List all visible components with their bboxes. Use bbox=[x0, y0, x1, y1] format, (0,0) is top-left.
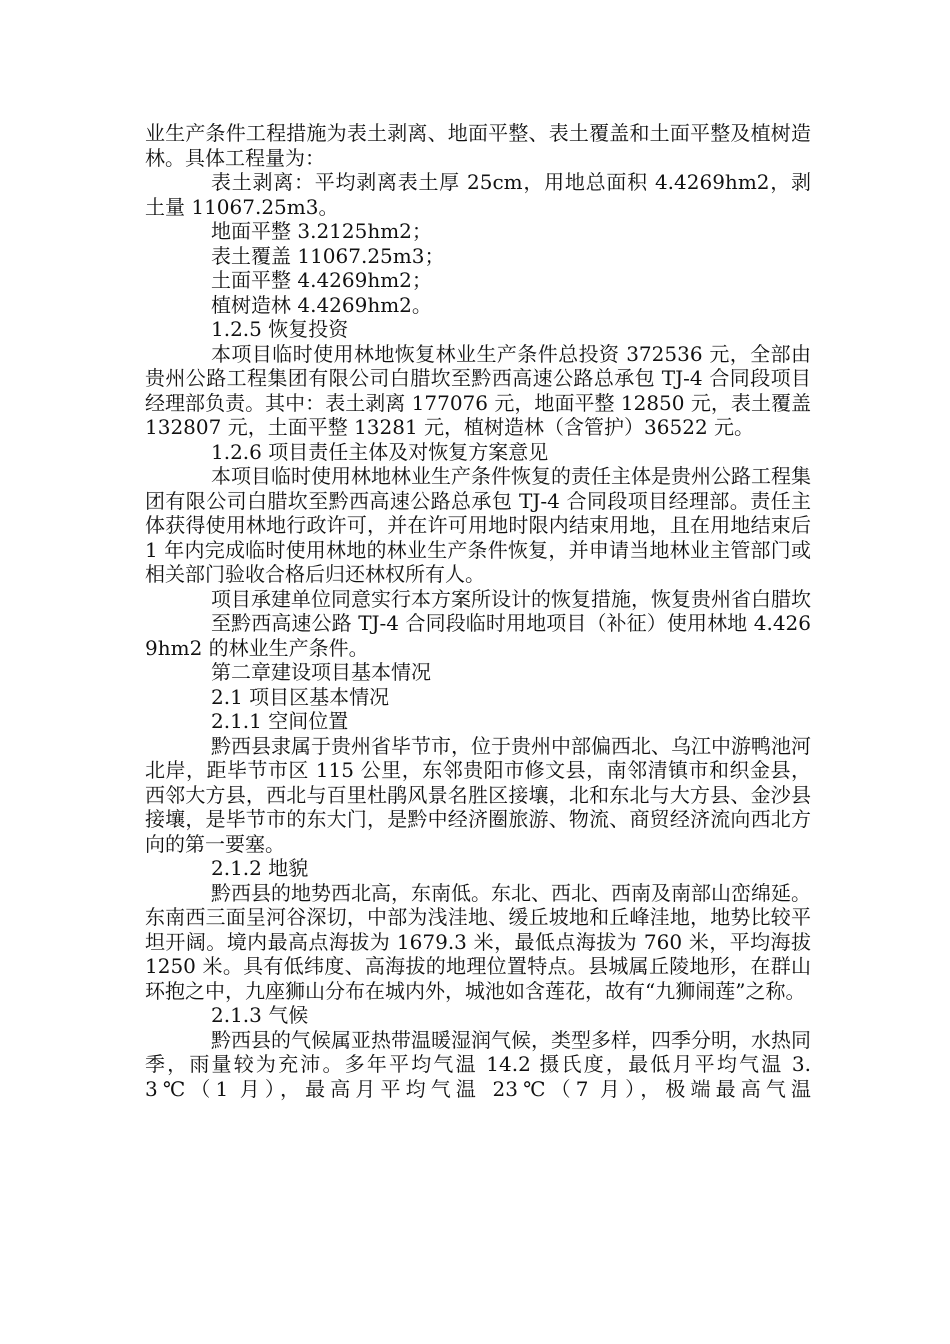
paragraph-soil-leveling: 土面平整 4.4269hm2； bbox=[211, 268, 432, 292]
paragraph-landform: 黔西县的地势西北高，东南低。东北、西北、西南及南部山峦绵延。东南西三面呈河谷深切，中部为浅洼地、缓丘坡地和丘峰洼地，地势比较平坦开阔。境内最高点海拔为 1679.3 米，最低点海拔为 760 米，平均海拔 1250 米。具有低纬度、高海拔的地理位置特点。县城属丘陵地形，在群山环抱之中，九座狮山分布在城内外，城池如含莲花，故有“九狮闹莲”之称。 bbox=[145, 880, 811, 1003]
paragraph-topsoil-stripping: 表土剥离：平均剥离表土厚 25cm，用地总面积 4.4269hm2，剥土量 11067.25m3。 bbox=[145, 170, 811, 219]
paragraph-climate: 黔西县的气候属亚热带温暖湿润气候，类型多样，四季分明，水热同季，雨量较为充沛。多年平均气温 14.2 摄氏度，最低月平均气温 3.3℃（1 月），最高月平均气温 23℃（7 月），极端最高气温 bbox=[145, 1027, 811, 1101]
paragraph-investment: 本项目临时使用林地恢复林业生产条件总投资 372536 元，全部由贵州公路工程集团有限公司白腊坎至黔西高速公路总承包 TJ-4 合同段项目经理部负责。其中：表土剥离 177076 元，地面平整 12850 元，表土覆盖 132807 元，土面平整 13281 元，植树造林（含管护）36522 元。 bbox=[145, 341, 811, 439]
paragraph-agreement-part1: 项目承建单位同意实行本方案所设计的恢复措施，恢复贵州省白腊坎 bbox=[211, 586, 811, 611]
paragraph-topsoil-covering: 表土覆盖 11067.25m3； bbox=[211, 243, 445, 268]
section-heading-2-1: 2.1 项目区基本情况 bbox=[211, 684, 390, 709]
paragraph-ground-leveling: 地面平整 3.2125hm2； bbox=[211, 219, 432, 243]
paragraph-responsibility: 本项目临时使用林地林业生产条件恢复的责任主体是贵州公路工程集团有限公司白腊坎至黔西高速公路总承包 TJ-4 合同段项目经理部。责任主体获得使用林地行政许可，并在许可用地时限内结束用地，且在用地结束后 1 年内完成临时使用林地的林业生产条件恢复，并申请当地林业主管部门或相关部门验收合格后归还林权所有人。 bbox=[145, 464, 811, 586]
section-heading-2-1-2: 2.1.2 地貌 bbox=[211, 856, 309, 880]
section-heading-2-1-1: 2.1.1 空间位置 bbox=[211, 709, 349, 733]
paragraph-afforestation: 植树造林 4.4269hm2。 bbox=[211, 292, 432, 317]
paragraph-agreement-part2: 至黔西高速公路 TJ-4 合同段临时用地项目（补征）使用林地 4.4269hm2 的林业生产条件。 bbox=[145, 611, 811, 660]
section-heading-2-1-3: 2.1.3 气候 bbox=[211, 1003, 309, 1027]
document-page bbox=[145, 121, 811, 1101]
paragraph-engineering-measures: 业生产条件工程措施为表土剥离、地面平整、表土覆盖和土面平整及植树造林。具体工程量为： bbox=[145, 121, 811, 170]
chapter-heading-2: 第二章建设项目基本情况 bbox=[211, 660, 431, 684]
section-heading-1-2-6: 1.2.6 项目责任主体及对恢复方案意见 bbox=[211, 439, 549, 464]
paragraph-location: 黔西县隶属于贵州省毕节市，位于贵州中部偏西北、乌江中游鸭池河北岸，距毕节市区 115 公里，东邻贵阳市修文县，南邻清镇市和织金县，西邻大方县，西北与百里杜鹃风景名胜区接壤，北和东北与大方县、金沙县接壤，是毕节市的东大门，是黔中经济圈旅游、物流、商贸经济流向西北方向的第一要塞。 bbox=[145, 733, 811, 856]
section-heading-1-2-5: 1.2.5 恢复投资 bbox=[211, 317, 349, 341]
